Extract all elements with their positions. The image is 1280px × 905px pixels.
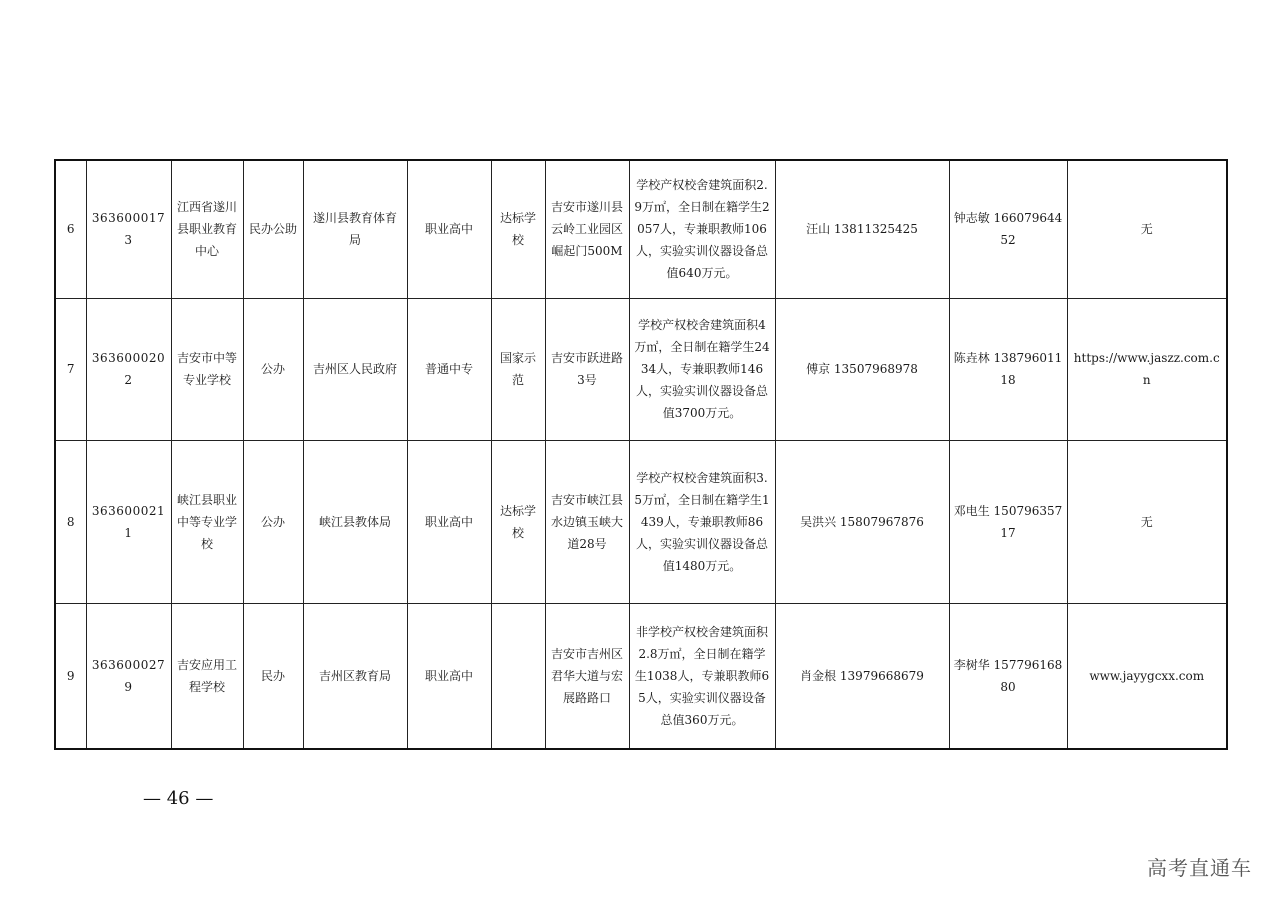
school-category: 普通中专 — [407, 298, 491, 440]
website[interactable]: www.jayygcxx.com — [1067, 603, 1227, 749]
school-type: 公办 — [243, 298, 303, 440]
website: 无 — [1067, 440, 1227, 603]
contact-person: 陈垚林 13879601118 — [949, 298, 1067, 440]
school-address: 吉安市遂川县云岭工业园区崛起门500M — [545, 160, 629, 298]
school-address: 吉安市峡江县水边镇玉峡大道28号 — [545, 440, 629, 603]
school-address: 吉安市跃进路3号 — [545, 298, 629, 440]
table-row — [55, 603, 1227, 749]
school-address: 吉安市吉州区君华大道与宏展路路口 — [545, 603, 629, 749]
school-info: 非学校产权校舍建筑面积2.8万㎡，全日制在籍学生1038人，专兼职教师65人，实验实训仪器设备总值360万元。 — [629, 603, 775, 749]
website[interactable]: https://www.jaszz.com.cn — [1067, 298, 1227, 440]
school-name: 江西省遂川县职业教育中心 — [171, 160, 243, 298]
school-level: 达标学校 — [491, 160, 545, 298]
school-name: 吉安市中等专业学校 — [171, 298, 243, 440]
school-level: 达标学校 — [491, 440, 545, 603]
school-level — [491, 603, 545, 749]
authority: 遂川县教育体育局 — [303, 160, 407, 298]
school-code: 3636000173 — [86, 160, 171, 298]
school-info: 学校产权校舍建筑面积3.5万㎡，全日制在籍学生1439人，专兼职教师86人，实验实训仪器设备总值1480万元。 — [629, 440, 775, 603]
authority: 吉州区人民政府 — [303, 298, 407, 440]
table-row — [55, 440, 1227, 603]
legal-representative: 吴洪兴 15807967876 — [775, 440, 949, 603]
row-number: 7 — [55, 298, 86, 440]
row-number: 9 — [55, 603, 86, 749]
authority: 吉州区教育局 — [303, 603, 407, 749]
row-number: 6 — [55, 160, 86, 298]
contact-person: 李树华 15779616880 — [949, 603, 1067, 749]
table-body — [55, 160, 1227, 749]
legal-representative: 肖金根 13979668679 — [775, 603, 949, 749]
school-category: 职业高中 — [407, 160, 491, 298]
school-code: 3636000279 — [86, 603, 171, 749]
school-info: 学校产权校舍建筑面积2.9万㎡，全日制在籍学生2057人，专兼职教师106人，实验实训仪器设备总值640万元。 — [629, 160, 775, 298]
school-name: 峡江县职业中等专业学校 — [171, 440, 243, 603]
school-type: 民办公助 — [243, 160, 303, 298]
school-code: 3636000202 — [86, 298, 171, 440]
school-code: 3636000211 — [86, 440, 171, 603]
school-type: 公办 — [243, 440, 303, 603]
contact-person: 钟志敏 16607964452 — [949, 160, 1067, 298]
legal-representative: 汪山 13811325425 — [775, 160, 949, 298]
table-row — [55, 160, 1227, 298]
legal-representative: 傅京 13507968978 — [775, 298, 949, 440]
contact-person: 邓电生 15079635717 — [949, 440, 1067, 603]
website: 无 — [1067, 160, 1227, 298]
table-row — [55, 298, 1227, 440]
authority: 峡江县教体局 — [303, 440, 407, 603]
school-category: 职业高中 — [407, 440, 491, 603]
school-category: 职业高中 — [407, 603, 491, 749]
school-info-table — [54, 159, 1228, 750]
school-info: 学校产权校舍建筑面积4万㎡，全日制在籍学生2434人，专兼职教师146人，实验实训仪器设备总值3700万元。 — [629, 298, 775, 440]
watermark-logo: 高考直通车 — [1147, 856, 1252, 880]
row-number: 8 — [55, 440, 86, 603]
school-name: 吉安应用工程学校 — [171, 603, 243, 749]
school-level: 国家示范 — [491, 298, 545, 440]
school-type: 民办 — [243, 603, 303, 749]
page-number: — 46 — — [143, 788, 214, 809]
